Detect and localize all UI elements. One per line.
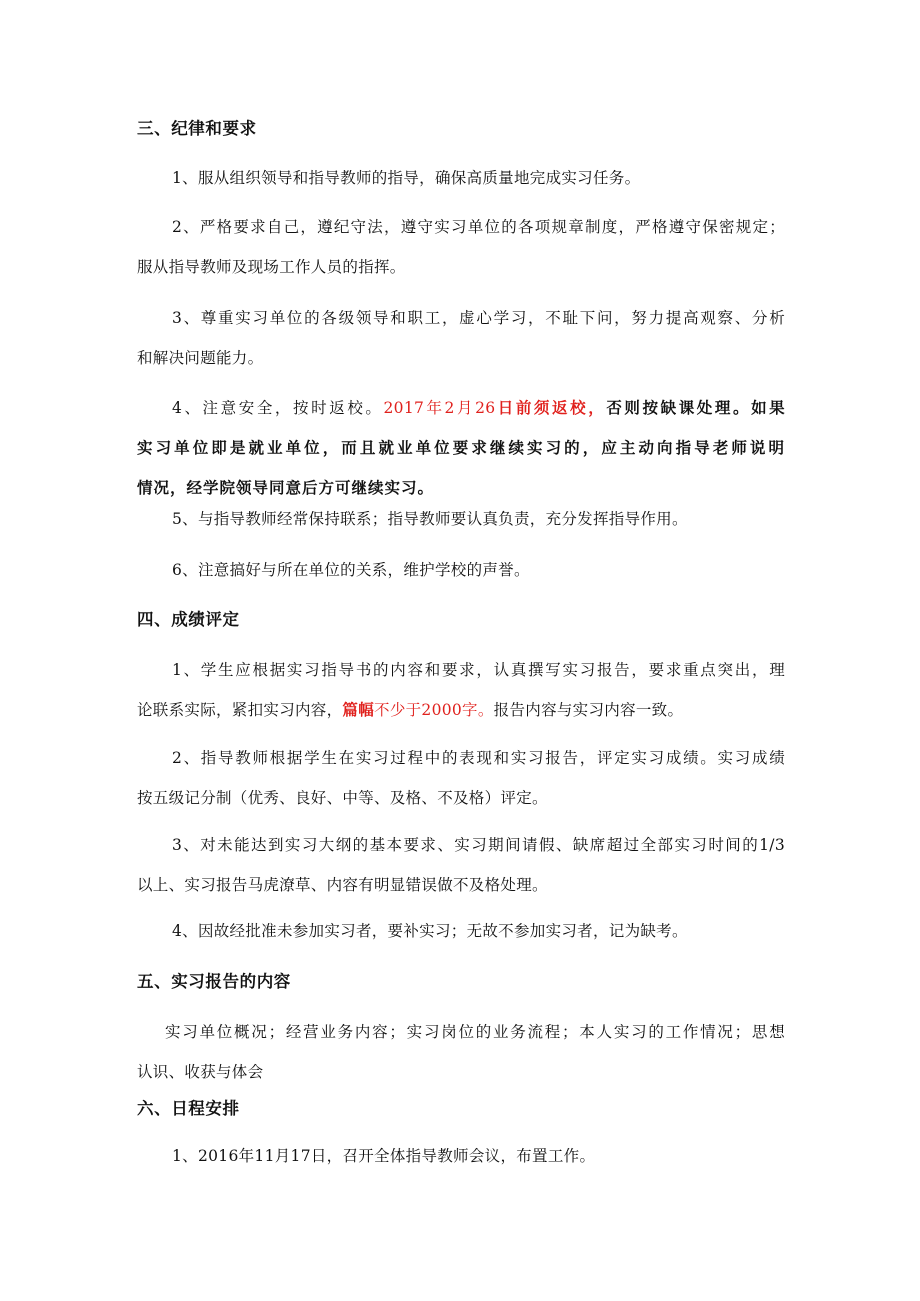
paragraph-line: 1、服从组织领导和指导教师的指导，确保高质量地完成实习任务。 bbox=[172, 169, 641, 187]
section-heading-schedule: 六、日程安排 bbox=[137, 1099, 240, 1118]
paragraph-line: 认识、收获与体会 bbox=[137, 1063, 264, 1081]
paragraph-line: 以上、实习报告马虎潦草、内容有明显错误做不及格处理。 bbox=[137, 876, 548, 894]
paragraph-line: 2、指导教师根据学生在实习过程中的表现和实习报告，评定实习成绩。实习成绩 bbox=[172, 749, 785, 767]
paragraph-3-6 bbox=[137, 550, 785, 590]
paragraph-line: 按五级记分制（优秀、良好、中等、及格、不及格）评定。 bbox=[137, 789, 548, 807]
paragraph-6-1 bbox=[137, 1136, 785, 1176]
paragraph-line: 6、注意搞好与所在单位的关系，维护学校的声誉。 bbox=[172, 561, 530, 579]
paragraph-line bbox=[137, 388, 785, 428]
paragraph-3-1 bbox=[137, 158, 785, 198]
section-heading-report-content: 五、实习报告的内容 bbox=[137, 972, 291, 991]
return-date-highlight: 2017年2月26 bbox=[383, 399, 496, 417]
length-highlight: 篇幅 bbox=[342, 701, 375, 719]
paragraph-3-2 bbox=[137, 207, 785, 287]
paragraph-line: 3、尊重实习单位的各级领导和职工，虚心学习，不耻下问，努力提高观察、分析 bbox=[172, 309, 785, 327]
paragraph-5-1 bbox=[137, 1012, 785, 1092]
word-count-highlight: 不少于2000字。 bbox=[374, 701, 494, 719]
paragraph-line: 情况，经学院领导同意后方可继续实习。 bbox=[137, 479, 435, 497]
paragraph-4-2 bbox=[137, 738, 785, 818]
paragraph-line: 2、严格要求自己，遵纪守法，遵守实习单位的各项规章制度，严格遵守保密规定； bbox=[172, 218, 785, 236]
paragraph-line: 实习单位概况；经营业务内容；实习岗位的业务流程；本人实习的工作情况；思想 bbox=[165, 1023, 785, 1041]
paragraph-line: 1、2016年11月17日，召开全体指导教师会议，布置工作。 bbox=[172, 1147, 596, 1165]
paragraph-3-3 bbox=[137, 298, 785, 378]
text-run: 4、注意安全，按时返校。 bbox=[172, 399, 384, 417]
absence-rule-text: 否则按缺课处理。如果 bbox=[606, 399, 785, 417]
paragraph-line: 5、与指导教师经常保持联系；指导教师要认真负责，充分发挥指导作用。 bbox=[172, 510, 688, 528]
paragraph-line: 4、因故经批准未参加实习者，要补实习；无故不参加实习者，记为缺考。 bbox=[172, 922, 688, 940]
paragraph-4-1 bbox=[137, 650, 785, 730]
text-run: 报告内容与实习内容一致。 bbox=[493, 701, 684, 719]
text-run: 论联系实际，紧扣实习内容， bbox=[137, 701, 343, 719]
paragraph-line: 1、学生应根据实习指导书的内容和要求，认真撰写实习报告，要求重点突出，理 bbox=[172, 661, 785, 679]
paragraph-line: 3、对未能达到实习大纲的基本要求、实习期间请假、缺席超过全部实习时间的1/3 bbox=[172, 836, 785, 854]
paragraph-line: 实习单位即是就业单位，而且就业单位要求继续实习的，应主动向指导老师说明 bbox=[137, 439, 785, 457]
paragraph-line bbox=[137, 690, 785, 730]
paragraph-3-4 bbox=[137, 388, 785, 508]
paragraph-4-4 bbox=[137, 911, 785, 951]
paragraph-4-3 bbox=[137, 825, 785, 905]
section-heading-grading: 四、成绩评定 bbox=[137, 610, 240, 629]
paragraph-line: 和解决问题能力。 bbox=[137, 349, 264, 367]
paragraph-line: 服从指导教师及现场工作人员的指挥。 bbox=[137, 258, 406, 276]
section-heading-discipline: 三、纪律和要求 bbox=[137, 119, 257, 138]
paragraph-3-5 bbox=[137, 499, 785, 539]
return-deadline-highlight: 日前须返校， bbox=[495, 399, 607, 417]
